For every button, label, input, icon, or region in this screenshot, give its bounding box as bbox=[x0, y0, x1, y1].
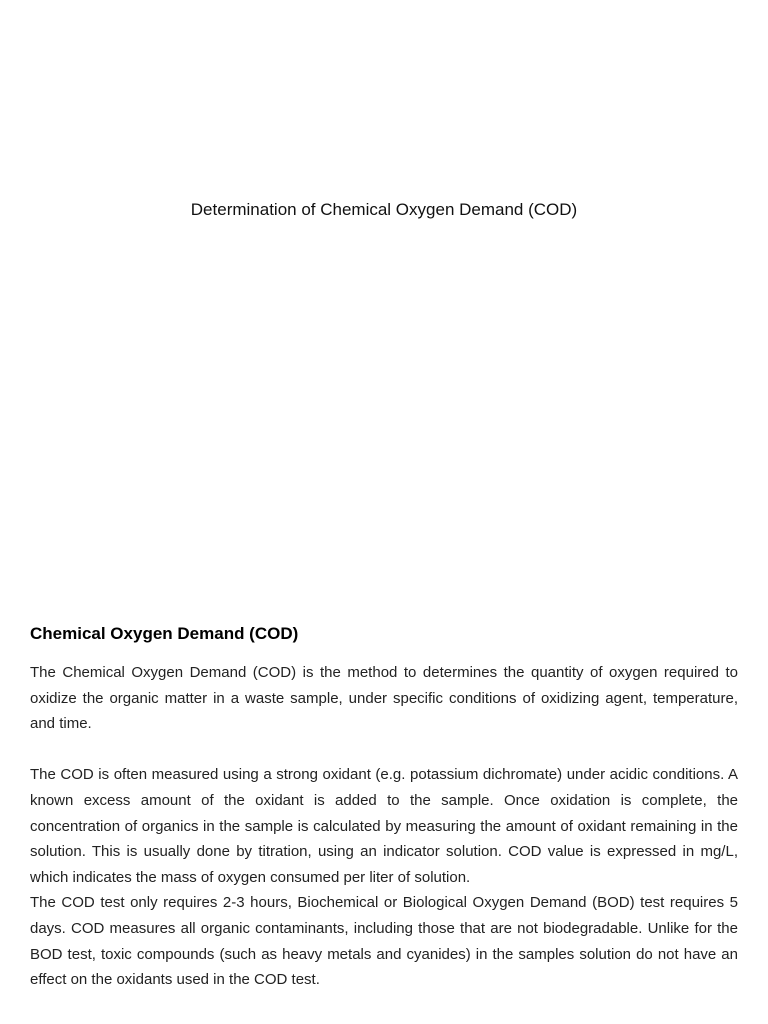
paragraph-measurement: The COD is often measured using a strong oxidant (e.g. potassium dichromate) under acidic conditions. A known excess amount of the oxidant is added to the sample. Once oxidation is complete, the concentration of organics in the sample is calculated by measuring the amount of oxidant remaining in the solution. This is usually done by titration, using an indicator solution. COD value is expressed in mg/L, which indicates the mass of oxygen consumed per liter of solution. bbox=[30, 766, 738, 886]
page-title: Determination of Chemical Oxygen Demand (COD) bbox=[190, 200, 578, 219]
section-heading: Chemical Oxygen Demand (COD) bbox=[30, 624, 299, 643]
cod-section bbox=[30, 622, 738, 993]
paragraph-comparison: The COD test only requires 2-3 hours, Biochemical or Biological Oxygen Demand (BOD) test requires 5 days. COD measures all organic contaminants, including those that are not biodegradable. Unlike for the BOD test, toxic compounds (such as heavy metals and cyanides) in the samples solution do not have an effect on the oxidants used in the COD test. bbox=[30, 894, 738, 989]
paragraph-definition: The Chemical Oxygen Demand (COD) is the method to determines the quantity of oxygen required to oxidize the organic matter in a waste sample, under specific conditions of oxidizing agent, temperature, and time. bbox=[30, 664, 738, 733]
